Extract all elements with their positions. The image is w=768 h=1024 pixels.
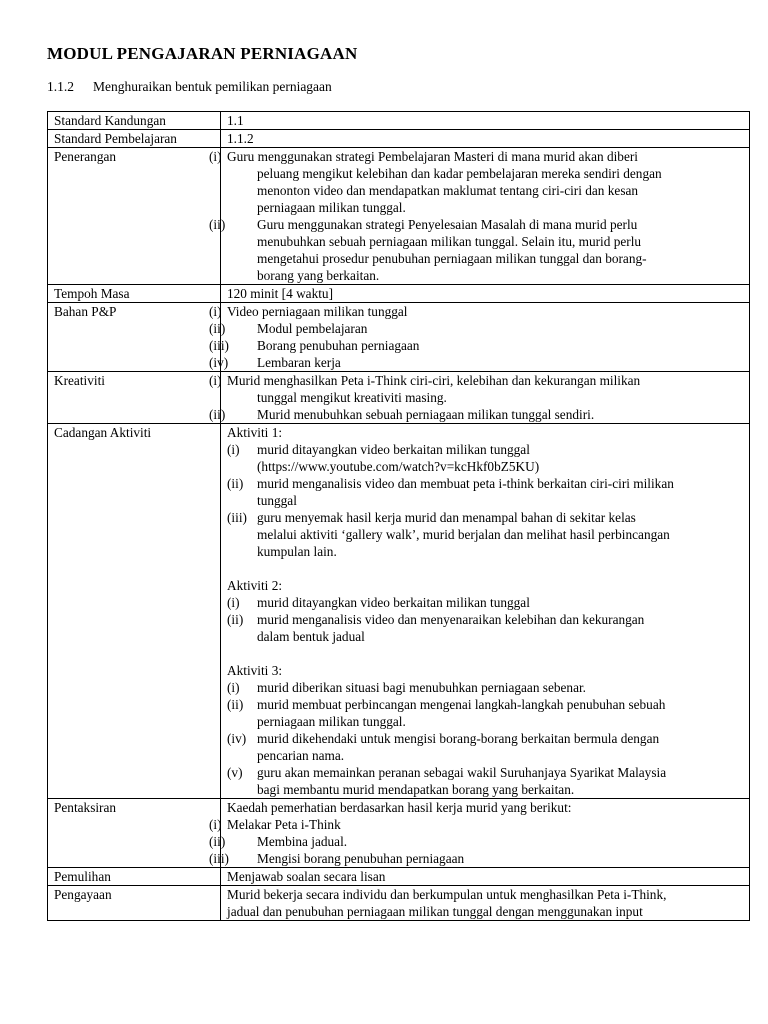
list-marker: (i) xyxy=(209,149,222,164)
aktiviti-heading: Aktiviti 3: xyxy=(227,663,283,678)
list-text: tunggal mengikut kreativiti masing. xyxy=(257,390,447,405)
list-marker: (i) xyxy=(209,817,222,832)
list-marker: (ii) xyxy=(209,407,226,422)
list-marker: (i) xyxy=(227,680,240,695)
section-subtitle xyxy=(47,79,332,95)
list-text: dalam bentuk jadual xyxy=(257,629,365,644)
list-text: murid ditayangkan video berkaitan milikan tunggal xyxy=(257,595,530,610)
list-text: peluang mengikut kelebihan dan kadar pembelajaran mereka sendiri dengan xyxy=(257,166,662,181)
label-bahan: Bahan P&P xyxy=(48,303,221,372)
list-marker: (iii) xyxy=(227,510,247,525)
value-cadangan-aktiviti xyxy=(221,424,750,799)
value-standard-kandungan: 1.1 xyxy=(221,112,750,130)
list-item xyxy=(227,509,743,526)
list-text: Mengisi borang penubuhan perniagaan xyxy=(257,851,465,866)
list-text: Murid menghasilkan Peta i-Think ciri-ciri, kelebihan dan kekurangan milikan xyxy=(227,373,641,388)
document-title: MODUL PENGAJARAN PERNIAGAAN xyxy=(47,44,358,63)
value-penerangan xyxy=(209,148,750,285)
list-text: tunggal xyxy=(257,493,297,508)
list-item xyxy=(209,337,743,354)
list-item xyxy=(227,611,743,628)
list-text: Modul pembelajaran xyxy=(257,321,368,336)
value-pengayaan xyxy=(221,886,750,921)
label-kreativiti: Kreativiti xyxy=(48,372,221,424)
list-text: guru menyemak hasil kerja murid dan menampal bahan di sekitar kelas xyxy=(257,510,636,525)
list-text: murid menganalisis video dan menyenaraikan kelebihan dan kekurangan xyxy=(257,612,645,627)
list-text: Borang penubuhan perniagaan xyxy=(257,338,420,353)
list-text: murid dikehendaki untuk mengisi borang-borang berkaitan bermula dengan xyxy=(257,731,660,746)
value-kreativiti xyxy=(209,372,750,424)
list-text: Video perniagaan milikan tunggal xyxy=(227,304,408,319)
row-standard-pembelajaran xyxy=(48,130,750,148)
list-marker: (i) xyxy=(209,373,222,388)
list-marker: (i) xyxy=(227,442,240,457)
list-item xyxy=(227,764,743,781)
aktiviti-heading: Aktiviti 2: xyxy=(227,578,283,593)
list-text: murid diberikan situasi bagi menubuhkan perniagaan sebenar. xyxy=(257,680,587,695)
row-bahan xyxy=(48,303,750,372)
list-text: perniagaan milikan tunggal. xyxy=(257,200,406,215)
list-text: murid menganalisis video dan membuat peta i-think berkaitan ciri-ciri milikan xyxy=(257,476,674,491)
list-item xyxy=(209,406,743,423)
value-pentaksiran xyxy=(209,799,750,868)
lesson-plan-table xyxy=(47,111,750,921)
value-bahan xyxy=(209,303,750,372)
label-pengayaan: Pengayaan xyxy=(48,886,221,921)
list-text: pencarian nama. xyxy=(257,748,345,763)
list-text: Guru menggunakan strategi Pembelajaran Masteri di mana murid akan diberi xyxy=(227,149,638,164)
list-text: bagi membantu murid mendapatkan borang yang berkaitan. xyxy=(257,782,575,797)
list-item xyxy=(227,679,743,696)
list-text: Guru menggunakan strategi Penyelesaian Masalah di mana murid perlu xyxy=(257,217,638,232)
list-text: murid ditayangkan video berkaitan milikan tunggal xyxy=(257,442,530,457)
list-item xyxy=(209,303,743,320)
list-text: (https://www.youtube.com/watch?v=kcHkf0bZ5KU) xyxy=(257,459,540,474)
list-item xyxy=(209,372,743,389)
section-text: Menghuraikan bentuk pemilikan perniagaan xyxy=(93,79,332,94)
list-text: menonton video dan mendapatkan maklumat tentang ciri-ciri dan kesan xyxy=(257,183,639,198)
list-text: borang yang berkaitan. xyxy=(257,268,380,283)
pengayaan-line: jadual dan penubuhan perniagaan milikan tunggal dengan menggunakan input xyxy=(227,904,643,919)
list-marker: (iii) xyxy=(209,851,229,866)
label-tempoh-masa: Tempoh Masa xyxy=(48,285,221,303)
value-tempoh-masa: 120 minit [4 waktu] xyxy=(221,285,750,303)
label-standard-pembelajaran: Standard Pembelajaran xyxy=(48,130,221,148)
list-text: Lembaran kerja xyxy=(257,355,341,370)
list-marker: (ii) xyxy=(227,697,244,712)
list-item xyxy=(209,216,743,233)
aktiviti-heading: Aktiviti 1: xyxy=(227,425,283,440)
row-penerangan xyxy=(48,148,750,285)
list-text: Melakar Peta i-Think xyxy=(227,817,341,832)
label-penerangan: Penerangan xyxy=(48,148,221,285)
list-item xyxy=(227,475,743,492)
list-item xyxy=(209,850,743,867)
row-cadangan-aktiviti xyxy=(48,424,750,799)
row-kreativiti xyxy=(48,372,750,424)
row-pentaksiran xyxy=(48,799,750,868)
value-pemulihan: Menjawab soalan secara lisan xyxy=(221,868,750,886)
list-marker: (ii) xyxy=(209,321,226,336)
list-text: guru akan memainkan peranan sebagai wakil Suruhanjaya Syarikat Malaysia xyxy=(257,765,667,780)
list-marker: (iv) xyxy=(209,355,229,370)
list-text: Membina jadual. xyxy=(257,834,348,849)
list-text: Murid menubuhkan sebuah perniagaan milikan tunggal sendiri. xyxy=(257,407,595,422)
list-item xyxy=(227,730,743,747)
list-marker: (ii) xyxy=(209,217,226,232)
pengayaan-line: Murid bekerja secara individu dan berkumpulan untuk menghasilkan Peta i-Think, xyxy=(227,887,667,902)
row-standard-kandungan xyxy=(48,112,750,130)
list-item xyxy=(227,696,743,713)
list-item xyxy=(227,441,743,458)
list-marker: (v) xyxy=(227,765,243,780)
list-item xyxy=(209,354,743,371)
list-text: kumpulan lain. xyxy=(257,544,337,559)
list-marker: (i) xyxy=(227,595,240,610)
row-tempoh-masa xyxy=(48,285,750,303)
label-pemulihan: Pemulihan xyxy=(48,868,221,886)
list-text: menubuhkan sebuah perniagaan milikan tunggal. Selain itu, murid perlu xyxy=(257,234,642,249)
section-number: 1.1.2 xyxy=(47,79,74,94)
label-standard-kandungan: Standard Kandungan xyxy=(48,112,221,130)
list-item xyxy=(209,816,743,833)
list-text: mengetahui prosedur penubuhan perniagaan milikan tunggal dan borang- xyxy=(257,251,647,266)
label-pentaksiran: Pentaksiran xyxy=(48,799,221,868)
list-marker: (i) xyxy=(209,304,222,319)
list-item xyxy=(209,320,743,337)
list-marker: (iii) xyxy=(209,338,229,353)
list-text: perniagaan milikan tunggal. xyxy=(257,714,406,729)
pentaksiran-intro: Kaedah pemerhatian berdasarkan hasil kerja murid yang berikut: xyxy=(227,800,572,815)
list-marker: (iv) xyxy=(227,731,247,746)
list-marker: (ii) xyxy=(227,612,244,627)
list-marker: (ii) xyxy=(227,476,244,491)
list-text: melalui aktiviti ‘gallery walk’, murid berjalan dan melihat hasil perbincangan xyxy=(257,527,670,542)
row-pengayaan xyxy=(48,886,750,921)
list-item xyxy=(227,594,743,611)
list-item xyxy=(209,833,743,850)
list-item xyxy=(209,148,743,165)
list-text: murid membuat perbincangan mengenai langkah-langkah penubuhan sebuah xyxy=(257,697,666,712)
label-cadangan-aktiviti: Cadangan Aktiviti xyxy=(48,424,221,799)
value-standard-pembelajaran: 1.1.2 xyxy=(221,130,750,148)
row-pemulihan xyxy=(48,868,750,886)
list-marker: (ii) xyxy=(209,834,226,849)
